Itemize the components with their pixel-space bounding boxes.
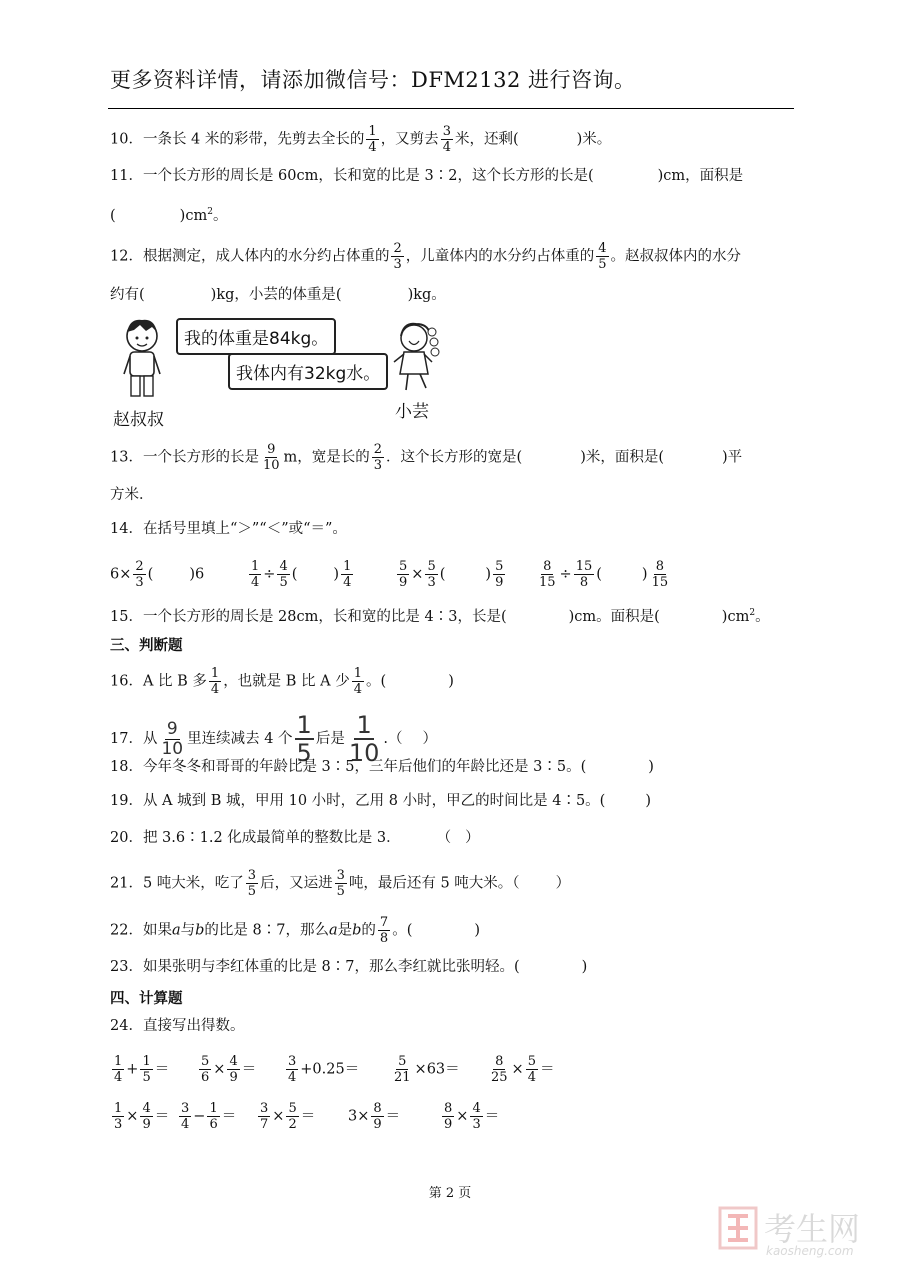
question-22: 22．如果a与b的比是 8∶7，那么a是b的 $\frac{7}{8}$ 。( ) bbox=[110, 915, 481, 946]
fraction: $\frac{9}{10}$ bbox=[161, 718, 184, 759]
compare-expr-3: $\frac{5}{9}$ × $\frac{5}{3}$ ( ) $\frac{5}{9}$ bbox=[399, 559, 504, 590]
watermark-text: 考生网 bbox=[764, 1210, 861, 1248]
question-10: 10．一条长 4 米的彩带，先剪去全长的 $\frac{1}{4}$ ，又剪去 $\frac{3}{4}$ 米，还剩( )米。 bbox=[110, 124, 612, 155]
calc-expr: $\frac{8}{9}$ × $\frac{4}{3}$ ＝ bbox=[444, 1101, 500, 1132]
question-11: 11．一个长方形的周长是 60cm，长和宽的比是 3∶2，这个长方形的长是( )cm，面积是 bbox=[110, 168, 744, 184]
question-19: 19．从 A 城到 B 城，甲用 10 小时，乙用 8 小时，甲乙的时间比是 4∶5。( ) bbox=[110, 793, 652, 809]
compare-expr-2: $\frac{1}{4}$ ÷ $\frac{4}{5}$ ( ) $\frac{1}{4}$ bbox=[251, 559, 352, 590]
fraction: $\frac{1}{4}$ bbox=[368, 124, 377, 155]
watermark-url: kaosheng.com bbox=[766, 1244, 854, 1258]
speech-bubble-uncle: 我的体重是84kg。 bbox=[176, 318, 336, 355]
question-18: 18．今年冬冬和哥哥的年龄比是 3∶5，三年后他们的年龄比还是 3∶5。( ) bbox=[110, 759, 654, 775]
calc-expr: $\frac{3}{4}$ − $\frac{1}{6}$ ＝ bbox=[181, 1101, 237, 1132]
question-12-cont: 约有( )kg，小芸的体重是( )kg。 bbox=[110, 287, 446, 303]
calc-expr: 3× $\frac{8}{9}$ ＝ bbox=[348, 1101, 401, 1132]
calc-expr: $\frac{3}{7}$ × $\frac{5}{2}$ ＝ bbox=[260, 1101, 316, 1132]
section-heading-calculation: 四、计算题 bbox=[110, 991, 183, 1007]
question-20: 20．把 3.6∶1.2 化成最简单的整数比是 3． （ ） bbox=[110, 830, 480, 846]
question-13: 13．一个长方形的长是 $\frac{9}{10}$ m，宽是长的 $\frac{2}{3}$ ．这个长方形的宽是( )米，面积是( )平 bbox=[110, 442, 743, 473]
fraction: $\frac{1}{5}$ bbox=[296, 711, 312, 767]
section-heading-judgement: 三、判断题 bbox=[110, 638, 183, 654]
calc-expr: $\frac{1}{3}$ × $\frac{4}{9}$ ＝ bbox=[114, 1101, 170, 1132]
question-21: 21．5 吨大米，吃了 $\frac{3}{5}$ 后，又运进 $\frac{3}{5}$ 吨，最后还有 5 吨大米。（ ） bbox=[110, 868, 571, 899]
watermark-logo-icon bbox=[718, 1206, 758, 1250]
fraction: $\frac{3}{4}$ bbox=[442, 124, 451, 155]
compare-expr-4: $\frac{8}{15}$ ÷ $\frac{15}{8}$ ( ) $\frac{8}{15}$ bbox=[539, 559, 669, 590]
girl-figure-icon bbox=[388, 318, 444, 398]
question-11-cont: ( )$cm^2$。 bbox=[110, 207, 228, 224]
calc-expr: $\frac{5}{6}$ × $\frac{4}{9}$ ＝ bbox=[201, 1054, 257, 1085]
calc-expr: $\frac{3}{4}$ +0.25＝ bbox=[288, 1054, 360, 1085]
fraction: $\frac{4}{5}$ bbox=[598, 241, 607, 272]
question-16: 16．A 比 B 多 $\frac{1}{4}$ ，也就是 B 比 A 少 $\frac{1}{4}$ 。( ) bbox=[110, 666, 454, 697]
page-number: 第 2 页 bbox=[428, 1186, 472, 1201]
speech-bubble-girl: 我体内有32kg水。 bbox=[228, 353, 388, 390]
caption-uncle: 赵叔叔 bbox=[113, 410, 164, 430]
calc-expr: $\frac{1}{4}$ + $\frac{1}{5}$ ＝ bbox=[114, 1054, 170, 1085]
question-24: 24．直接写出得数。 bbox=[110, 1018, 245, 1034]
man-figure-icon bbox=[112, 312, 172, 404]
question-17: 17．从 $\frac{9}{10}$ 里连续减去 4 个 $\frac{1}{5}$ 后是 $\frac{1}{10}$ .（ ） bbox=[110, 711, 437, 767]
caption-girl: 小芸 bbox=[395, 402, 429, 422]
fraction: $\frac{2}{3}$ bbox=[393, 241, 402, 272]
question-12: 12．根据测定，成人体内的水分约占体重的 $\frac{2}{3}$ ，儿童体内的水分约占体重的 $\frac{4}{5}$ 。赵叔叔体内的水分 bbox=[110, 241, 742, 272]
calc-expr: $\frac{5}{21}$ ×63＝ bbox=[394, 1054, 460, 1085]
fraction: $\frac{9}{10}$ bbox=[262, 442, 280, 473]
header-divider bbox=[108, 108, 794, 109]
compare-expr-1: 6× $\frac{2}{3}$ ( )6 bbox=[110, 559, 205, 590]
calc-expr: $\frac{8}{25}$ × $\frac{5}{4}$ ＝ bbox=[491, 1054, 555, 1085]
page-header: 更多资料详情，请添加微信号：DFM2132 进行咨询。 bbox=[110, 68, 636, 92]
fraction: $\frac{2}{3}$ bbox=[135, 559, 144, 590]
question-23: 23．如果张明与李红体重的比是 8∶7，那么李红就比张明轻。( ) bbox=[110, 959, 588, 975]
question-15: 15．一个长方形的周长是 28cm，长和宽的比是 4∶3，长是( )cm。面积是( )$cm^2$。 bbox=[110, 608, 770, 625]
question-13-cont: 方米． bbox=[110, 487, 154, 503]
fraction: $\frac{2}{3}$ bbox=[373, 442, 383, 473]
question-14: 14．在括号里填上“＞”“＜”或“＝”。 bbox=[110, 521, 347, 537]
fraction: $\frac{1}{10}$ bbox=[348, 711, 380, 767]
